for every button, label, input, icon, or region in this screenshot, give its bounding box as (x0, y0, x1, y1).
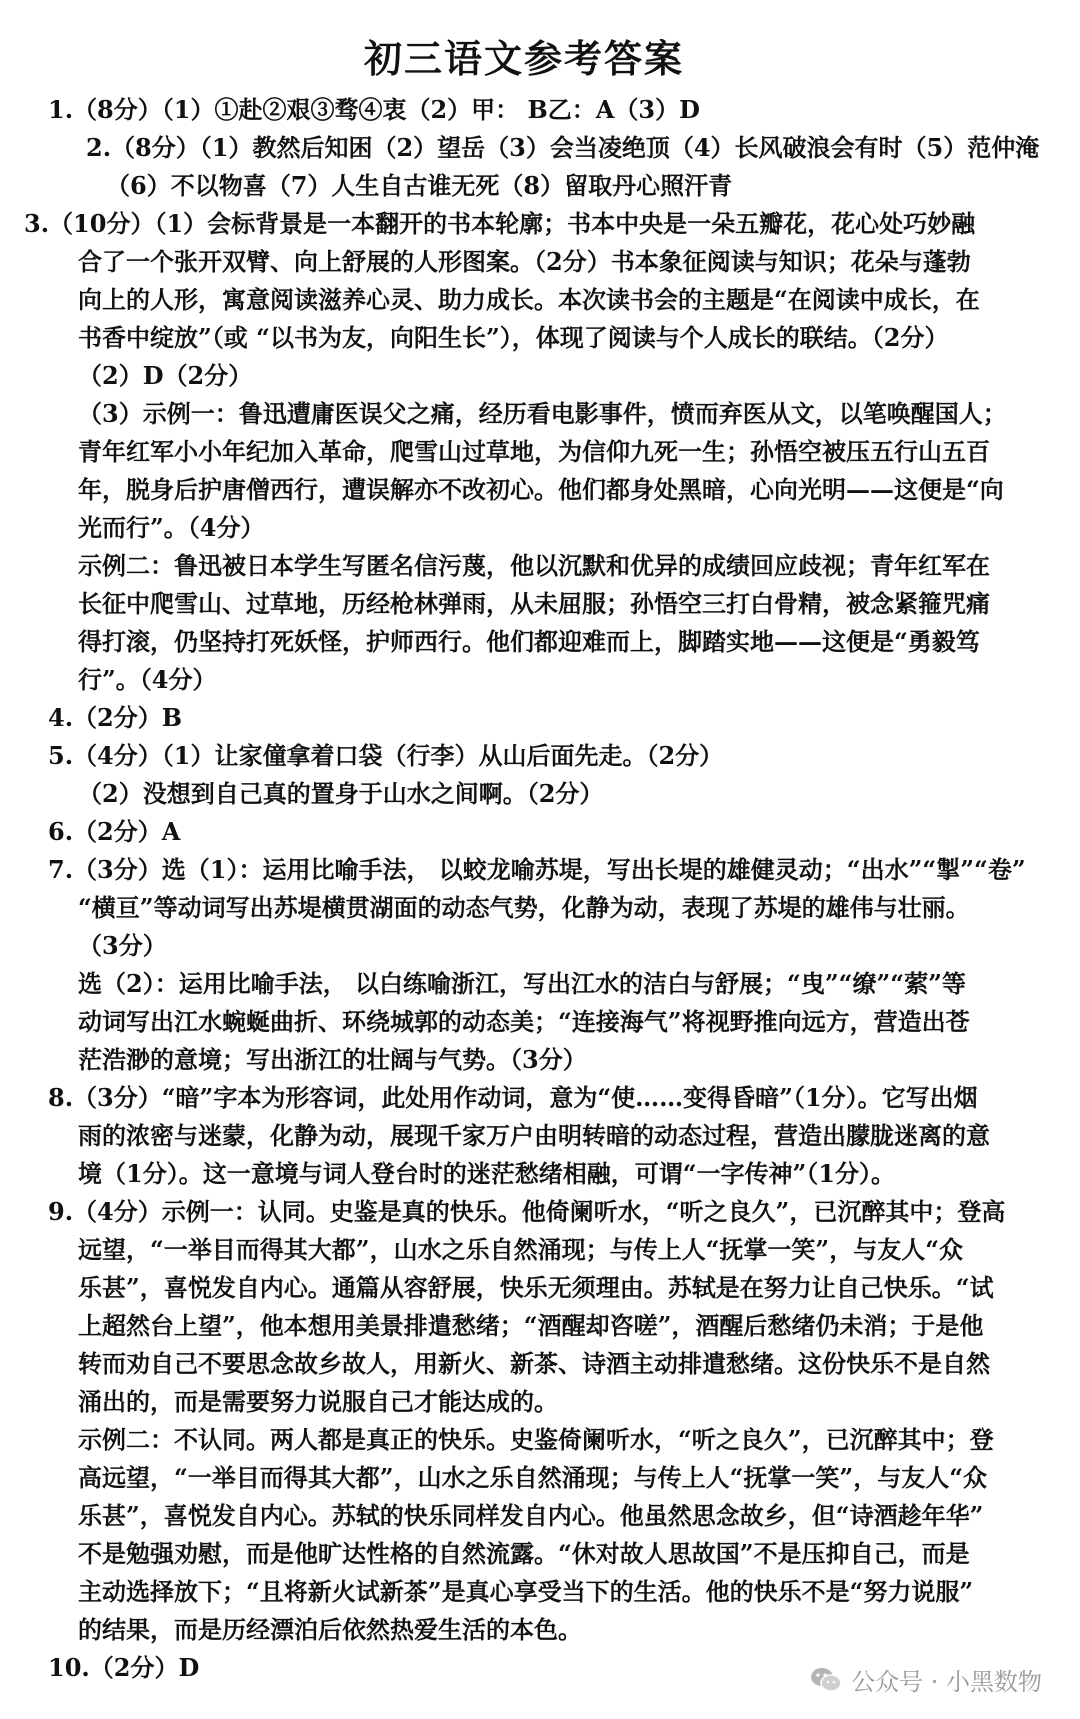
answer-line: 2.（8分）（1）教然后知困（2）望岳（3）会当凌绝顶（4）长风破浪会有时（5）范仲淹 (86, 133, 1040, 162)
answer-line: 合了一个张开双臂、向上舒展的人形图案。（2分）书本象征阅读与知识；花朵与蓬勃 (78, 247, 971, 276)
answer-line: 得打滚，仍坚持打死妖怪，护师西行。他们都迎难而上，脚踏实地——这便是“勇毅笃 (78, 627, 980, 656)
watermark (809, 1662, 1042, 1697)
answer-line: 雨的浓密与迷蒙，化静为动，展现千家万户由明转暗的动态过程，营造出朦胧迷离的意 (78, 1121, 990, 1150)
answer-line: 6.（2分）A (48, 817, 181, 846)
watermark-text: 公众号 · 小黑数物 (851, 1668, 1042, 1696)
answer-line: （2）D（2分） (78, 361, 253, 390)
answer-line: 4.（2分）B (48, 703, 183, 732)
answer-line: 向上的人形，寓意阅读滋养心灵、助力成长。本次读书会的主题是“在阅读中成长，在 (78, 285, 980, 314)
answer-line: 书香中绽放”（或 “以书为友，向阳生长”），体现了阅读与个人成长的联结。（2分） (78, 323, 949, 352)
answer-line: 远望，“一举目而得其大都”，山水之乐自然涌现；与传上人“抚掌一笑”，与友人“众 (78, 1235, 964, 1264)
answer-line: 动词写出江水蜿蜒曲折、环绕城郭的动态美；“连接海气”将视野推向远方，营造出苍 (78, 1007, 970, 1036)
answer-line: 主动选择放下；“且将新火试新茶”是真心享受当下的生活。他的快乐不是“努力说服” (78, 1577, 974, 1606)
answer-line: （3分） (78, 931, 167, 960)
answer-line: 不是勉强劝慰，而是他旷达性格的自然流露。“休对故人思故国”不是压抑自己，而是 (78, 1539, 970, 1568)
answer-line: （6）不以物喜（7）人生自古谁无死（8）留取丹心照汗青 (106, 171, 733, 200)
answer-line: 8.（3分）“暗”字本为形容词，此处用作动词，意为“使……变得昏暗”（1分）。它写出烟 (48, 1083, 978, 1112)
answer-line: 青年红军小小年纪加入革命，爬雪山过草地，为信仰九死一生；孙悟空被压五行山五百 (78, 437, 990, 466)
answer-line: 10.（2分）D (48, 1653, 200, 1682)
answer-line: 光而行”。（4分） (78, 513, 265, 542)
answer-line: 的结果，而是历经漂泊后依然热爱生活的本色。 (78, 1615, 582, 1644)
answer-line: 7.（3分）选（1）：运用比喻手法， 以蛟龙喻苏堤，写出长堤的雄健灵动；“出水”“掣”“卷” (48, 855, 1026, 884)
answer-line: 乐甚”，喜悦发自内心。通篇从容舒展，快乐无须理由。苏轼是在努力让自己快乐。“试 (78, 1273, 994, 1302)
answer-line: “横亘”等动词写出苏堤横贯湖面的动态气势，化静为动，表现了苏堤的雄伟与壮丽。 (78, 893, 970, 922)
answer-line: 乐甚”，喜悦发自内心。苏轼的快乐同样发自内心。他虽然思念故乡，但“诗酒趁年华” (78, 1501, 984, 1530)
answer-line: 境（1分）。这一意境与词人登台时的迷茫愁绪相融，可谓“一字传神”（1分）。 (78, 1159, 896, 1188)
page-title: 初三语文参考答案 (363, 36, 684, 81)
answer-line: （2）没想到自己真的置身于山水之间啊。（2分） (78, 779, 604, 808)
answer-line: 涌出的，而是需要努力说服自己才能达成的。 (78, 1387, 558, 1416)
answer-line: 年，脱身后护唐僧西行，遭误解亦不改初心。他们都身处黑暗，心向光明——这便是“向 (78, 475, 1004, 504)
answer-line: 行”。（4分） (78, 665, 217, 694)
answer-body (24, 91, 1040, 1687)
wechat-icon (809, 1666, 843, 1694)
answer-line: 转而劝自己不要思念故乡故人，用新火、新茶、诗酒主动排遣愁绪。这份快乐不是自然 (78, 1349, 990, 1378)
answer-line: 示例二：不认同。两人都是真正的快乐。史鉴倚阑听水，“听之良久”，已沉醉其中；登 (78, 1425, 994, 1454)
answer-line: 9.（4分）示例一：认同。史鉴是真的快乐。他倚阑听水，“听之良久”，已沉醉其中；登高 (48, 1197, 1006, 1226)
answer-line: 示例二：鲁迅被日本学生写匿名信污蔑，他以沉默和优异的成绩回应歧视；青年红军在 (78, 551, 990, 580)
answer-line: 3.（10分）（1）会标背景是一本翻开的书本轮廓；书本中央是一朵五瓣花，花心处巧妙融 (24, 209, 976, 238)
answer-line: （3）示例一：鲁迅遭庸医误父之痛，经历看电影事件，愤而弃医从文，以笔唤醒国人； (78, 399, 1007, 428)
answer-line: 上超然台上望”，他本想用美景排遣愁绪；“酒醒却咨嗟”，酒醒后愁绪仍未消；于是他 (78, 1311, 984, 1340)
answer-line: 茫浩渺的意境；写出浙江的壮阔与气势。（3分） (78, 1045, 587, 1074)
answer-line: 长征中爬雪山、过草地，历经枪林弹雨，从未屈服；孙悟空三打白骨精，被念紧箍咒痛 (78, 589, 990, 618)
answer-line: 选（2）：运用比喻手法， 以白练喻浙江，写出江水的洁白与舒展；“曳”“缭”“萦”等 (78, 969, 966, 998)
answer-line: 高远望，“一举目而得其大都”，山水之乐自然涌现；与传上人“抚掌一笑”，与友人“众 (78, 1463, 988, 1492)
answer-line: 1.（8分）（1）①赴②艰③骛④衷（2）甲： B乙：A（3）D (48, 95, 700, 124)
answer-line: 5.（4分）（1）让家僮拿着口袋（行李）从山后面先走。（2分） (48, 741, 724, 770)
